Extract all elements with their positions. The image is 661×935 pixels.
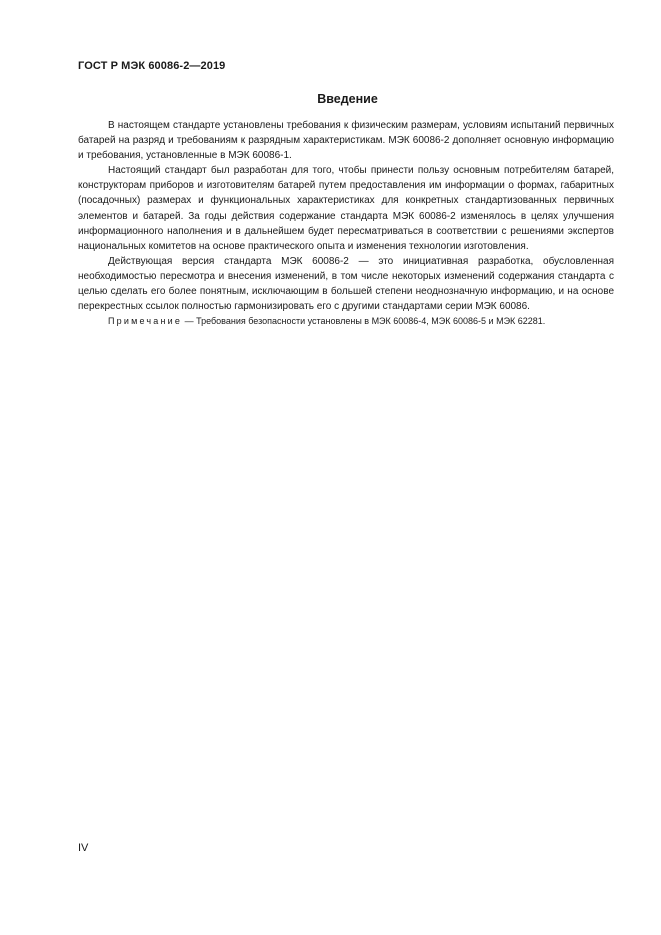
paragraph-2: Настоящий стандарт был разработан для того, чтобы принести пользу основным потребителям батарей, конструкторам приборов и изготовителям батарей путем предоставления им информации о формах, габаритных (посадочных) размерах и функциональных характеристиках для конкретных стандартизованных первичных элементов и батарей. За годы действия содержание стандарта МЭК 60086-2 изменялось в целях улучшения информационного наполнения и в дальнейшем будет пересматриваться в соответствии с решениями экспертов национальных комитетов на основе практического опыта и изменения технологии изготовления. (78, 165, 614, 252)
introduction-body (78, 118, 614, 329)
page-number: IV (78, 842, 89, 854)
note (78, 314, 614, 329)
paragraph-3: Действующая версия стандарта МЭК 60086-2 — это инициативная разработка, обусловленная необходимостью пересмотра и внесения изменений, в том числе некоторых изменений содержания стандарта с целью сделать его более понятным, исключающим в большей степени неоднозначную информацию, и на основе перекрестных ссылок полностью гармонизировать его с другими стандартами серии МЭК 60086. (78, 255, 614, 313)
note-label: Примечание (108, 316, 183, 327)
document-code-header: ГОСТ Р МЭК 60086-2—2019 (78, 60, 226, 72)
section-title: Введение (317, 92, 378, 106)
note-text: — Требования безопасности установлены в МЭК 60086-4, МЭК 60086-5 и МЭК 62281. (182, 316, 546, 327)
paragraph-1: В настоящем стандарте установлены требования к физическим размерам, условиям испытаний первичных батарей на разряд и требованиям к разрядным характеристикам. МЭК 60086-2 дополняет основную информацию и требования, установленные в МЭК 60086-1. (78, 120, 614, 162)
